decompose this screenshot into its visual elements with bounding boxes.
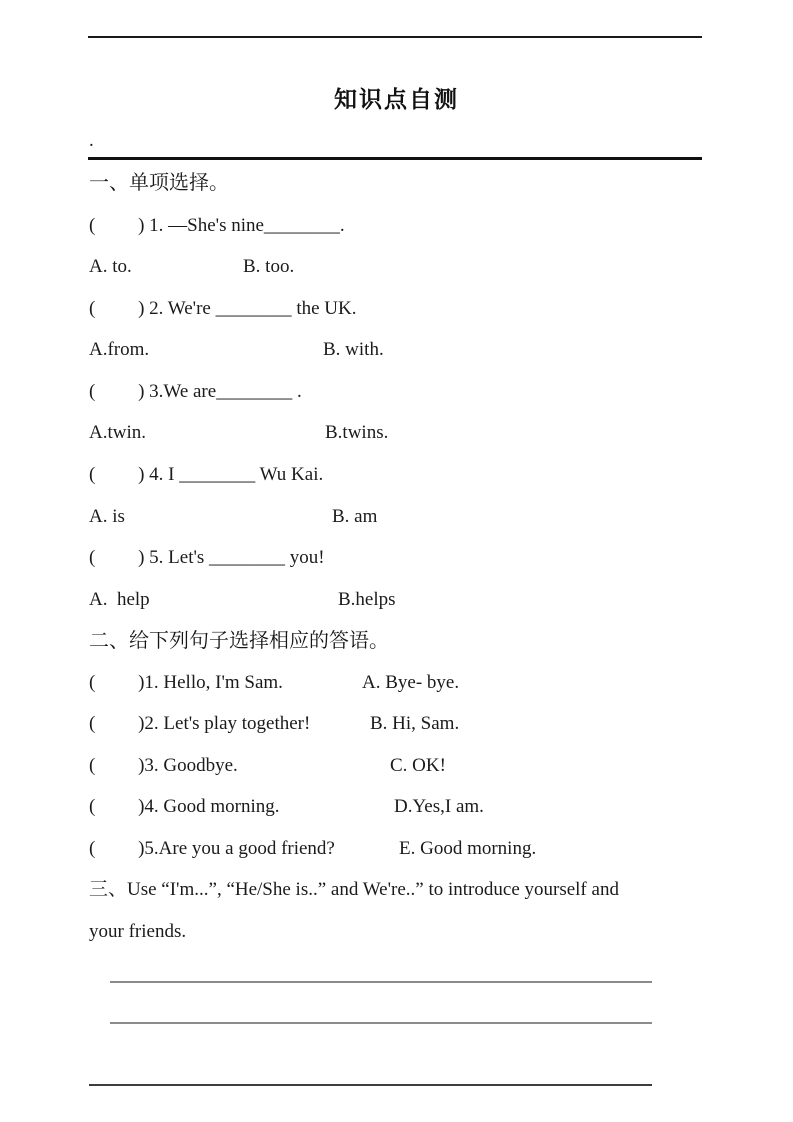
option-a-label: A. is bbox=[89, 506, 125, 527]
option-b-label: B.helps bbox=[338, 589, 396, 610]
match-answer: A. Bye- bye. bbox=[362, 672, 460, 693]
mc-options-row-1 bbox=[0, 254, 793, 280]
section3-heading-line2: your friends. bbox=[89, 921, 187, 942]
option-a-label: A.twin. bbox=[89, 422, 146, 443]
match-prompt: ( )4. Good morning. bbox=[89, 796, 280, 817]
match-prompt: ( )5.Are you a good friend? bbox=[89, 838, 335, 859]
option-b-label: B. with. bbox=[323, 339, 384, 360]
match-row-1 bbox=[0, 670, 793, 696]
option-a-label: A. help bbox=[89, 589, 150, 610]
match-answer: E. Good morning. bbox=[399, 838, 537, 859]
writing-line-1 bbox=[110, 981, 652, 983]
match-prompt: ( )3. Goodbye. bbox=[89, 755, 238, 776]
mc-options-row-2 bbox=[0, 337, 793, 363]
mc-options-row-4 bbox=[0, 504, 793, 530]
option-b-label: B. too. bbox=[243, 256, 295, 277]
match-row-2 bbox=[0, 711, 793, 737]
section2-heading: 二、给下列句子选择相应的答语。 bbox=[89, 630, 389, 652]
page-title: 知识点自测 bbox=[334, 87, 459, 112]
match-answer: B. Hi, Sam. bbox=[370, 713, 460, 734]
title-divider-rule bbox=[88, 157, 702, 160]
header-rule bbox=[88, 36, 702, 38]
mc-question-stem-3: ( ) 3.We are________ . bbox=[89, 381, 302, 402]
match-answer: D.Yes,I am. bbox=[394, 796, 484, 817]
mc-question-stem-2: ( ) 2. We're ________ the UK. bbox=[89, 298, 357, 319]
match-answer: C. OK! bbox=[390, 755, 446, 776]
match-row-3 bbox=[0, 753, 793, 779]
match-prompt: ( )1. Hello, I'm Sam. bbox=[89, 672, 283, 693]
match-prompt: ( )2. Let's play together! bbox=[89, 713, 311, 734]
mc-question-stem-1: ( ) 1. —She's nine________. bbox=[89, 215, 345, 236]
match-row-4 bbox=[0, 794, 793, 820]
footer-rule bbox=[89, 1084, 652, 1086]
match-row-5 bbox=[0, 836, 793, 862]
mc-question-stem-4: ( ) 4. I ________ Wu Kai. bbox=[89, 464, 324, 485]
option-a-label: A.from. bbox=[89, 339, 150, 360]
section3-heading-line1: 三、Use “I'm...”, “He/She is..” and We're..” to introduce yourself and bbox=[89, 879, 619, 900]
mc-options-row-3 bbox=[0, 420, 793, 446]
mc-question-stem-5: ( ) 5. Let's ________ you! bbox=[89, 547, 325, 568]
mc-options-row-5 bbox=[0, 587, 793, 613]
option-b-label: B. am bbox=[332, 506, 378, 527]
option-a-label: A. to. bbox=[89, 256, 132, 277]
writing-line-2 bbox=[110, 1022, 652, 1024]
section1-heading: 一、单项选择。 bbox=[89, 172, 229, 194]
option-b-label: B.twins. bbox=[325, 422, 389, 443]
stray-period: . bbox=[89, 130, 94, 151]
